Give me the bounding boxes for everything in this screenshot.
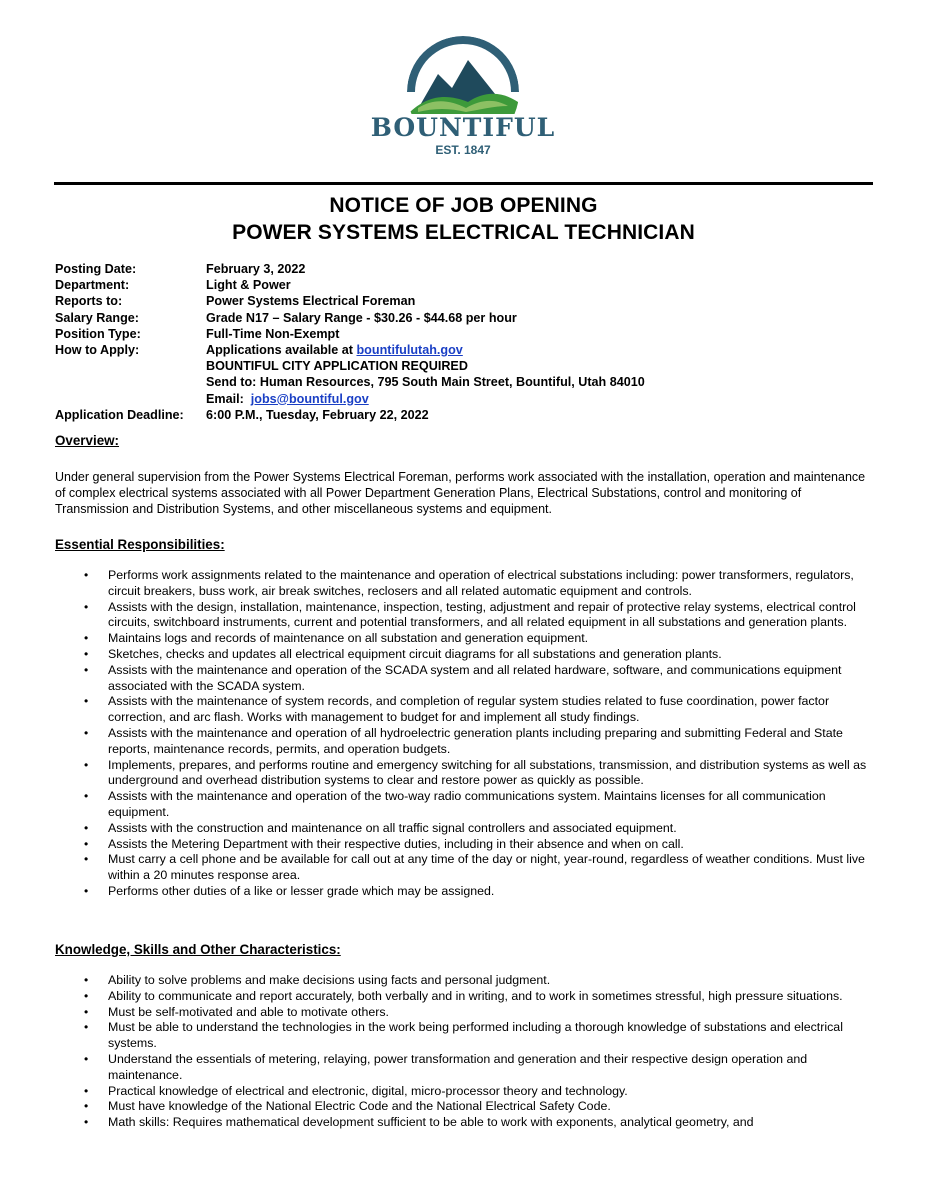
deadline-value: 6:00 P.M., Tuesday, February 22, 2022 xyxy=(206,407,429,422)
salary-range-value: Grade N17 – Salary Range - $30.26 - $44.68 per hour xyxy=(206,310,517,325)
responsibilities-list xyxy=(55,568,875,900)
list-item: • Understand the essentials of metering, relaying, power transformation and generation and their respective design operation and maintenance. xyxy=(55,1052,875,1084)
applications-text: Applications available at xyxy=(206,343,357,358)
position-type-value: Full-Time Non-Exempt xyxy=(206,326,340,341)
list-item: • Ability to communicate and report accurately, both verbally and in writing, and to work in sometimes stressful, high pressure situations. xyxy=(55,989,875,1005)
essential-responsibilities-heading: Essential Responsibilities: xyxy=(55,537,225,552)
header-rule xyxy=(54,182,873,185)
list-item: • Math skills: Requires mathematical development sufficient to be able to work with exponents, analytical geometry, and xyxy=(55,1115,875,1131)
position-type-label: Position Type: xyxy=(55,326,141,341)
list-item: • Assists with the construction and maintenance on all traffic signal controllers and associated equipment. xyxy=(55,821,875,837)
list-item: • Maintains logs and records of maintenance on all substation and generation equipment. xyxy=(55,631,875,647)
salary-range-label: Salary Range: xyxy=(55,310,139,325)
logo-established: EST. 1847 xyxy=(435,143,491,157)
bountiful-logo xyxy=(368,36,558,160)
notice-title: NOTICE OF JOB OPENING xyxy=(329,194,598,217)
list-item: • Must have knowledge of the National Electric Code and the National Electrical Safety Code. xyxy=(55,1099,875,1115)
list-item: • Assists with the maintenance of system records, and completion of regular system studies related to fuse coordination, power factor correction, and arc flash. Works with management to budget for and implement all study findings. xyxy=(55,694,875,726)
reports-to-row xyxy=(55,293,875,309)
applications-line xyxy=(206,342,875,358)
posting-date-label: Posting Date: xyxy=(55,262,137,276)
list-item: • Performs work assignments related to the maintenance and operation of electrical substations including: power transformers, regulators, circuit breakers, buss work, air break switches, reclosers and all related automatic equipment and controls. xyxy=(55,568,875,600)
list-item: • Performs other duties of a like or lesser grade which may be assigned. xyxy=(55,884,875,900)
overview-heading: Overview: xyxy=(55,433,120,448)
list-item: • Ability to solve problems and make decisions using facts and personal judgment. xyxy=(55,973,875,989)
department-row xyxy=(55,277,875,293)
list-item: • Practical knowledge of electrical and electronic, digital, micro-processor theory and technology. xyxy=(55,1084,875,1100)
list-item: • Assists the Metering Department with their respective duties, including in their absence and when on call. xyxy=(55,837,875,853)
how-to-apply-value xyxy=(206,342,875,407)
how-to-apply-row xyxy=(55,342,875,407)
logo-wordmark: BOUNTIFUL xyxy=(370,113,556,142)
reports-to-value: Power Systems Electrical Foreman xyxy=(206,294,416,309)
application-required-line: BOUNTIFUL CITY APPLICATION REQUIRED xyxy=(206,359,468,374)
how-to-apply-label: How to Apply: xyxy=(55,343,140,358)
position-type-row xyxy=(55,326,875,342)
overview-text: Under general supervision from the Power Systems Electrical Foreman, performs work associated with the installation, operation and maintenance of complex electrical systems associated with all Power Department Generation Plans, Electrical Substations, control and monitoring of Transmission and Distribution Systems, and other miscellaneous systems and equipment. xyxy=(55,470,866,517)
department-label: Department: xyxy=(55,278,130,293)
list-item: • Assists with the design, installation, maintenance, inspection, testing, adjustment and repair of protective relay systems, electrical control circuits, switchboard instruments, current and potential transformers, and all related equipment in all substations and generation plants. xyxy=(55,600,875,632)
list-item: • Must carry a cell phone and be available for call out at any time of the day or night, year-round, regardless of weather conditions. Must live within a 20 minutes response area. xyxy=(55,852,875,884)
list-item: • Assists with the maintenance and operation of the two-way radio communications system. Maintains licenses for all communication equipment. xyxy=(55,789,875,821)
email-link[interactable]: jobs@bountiful.gov xyxy=(250,391,369,406)
mountain-logo-icon xyxy=(368,36,558,160)
job-info-block xyxy=(55,261,875,423)
deadline-row xyxy=(55,407,875,423)
send-to-line: Send to: Human Resources, 795 South Main Street, Bountiful, Utah 84010 xyxy=(206,375,645,390)
email-label: Email: xyxy=(206,391,251,406)
list-item: • Implements, prepares, and performs routine and emergency switching for all substations, transmission, and distribution systems as well as underground and overhead distribution systems to clear and restore power as quickly as possible. xyxy=(55,758,875,790)
list-item: • Assists with the maintenance and operation of the SCADA system and all related hardware, software, and communications equipment associated with the SCADA system. xyxy=(55,663,875,695)
knowledge-skills-heading: Knowledge, Skills and Other Characteristics: xyxy=(55,942,341,957)
website-link[interactable]: bountifulutah.gov xyxy=(356,343,463,358)
job-title: POWER SYSTEMS ELECTRICAL TECHNICIAN xyxy=(232,221,695,244)
posting-date-value: February 3, 2022 xyxy=(206,262,306,276)
department-value: Light & Power xyxy=(206,278,291,293)
list-item: • Must be self-motivated and able to motivate others. xyxy=(55,1005,875,1021)
list-item: • Must be able to understand the technologies in the work being performed including a thorough knowledge of substations and electrical systems. xyxy=(55,1020,875,1052)
email-line xyxy=(206,391,875,407)
list-item: • Sketches, checks and updates all electrical equipment circuit diagrams for all substations and generation plants. xyxy=(55,647,875,663)
deadline-label: Application Deadline: xyxy=(55,407,184,422)
list-item: • Assists with the maintenance and operation of all hydroelectric generation plants including preparing and submitting Federal and State reports, maintenance records, permits, and operation budgets. xyxy=(55,726,875,758)
salary-range-row xyxy=(55,310,875,326)
reports-to-label: Reports to: xyxy=(55,294,123,309)
knowledge-list xyxy=(55,973,875,1131)
posting-date-row xyxy=(55,261,875,277)
